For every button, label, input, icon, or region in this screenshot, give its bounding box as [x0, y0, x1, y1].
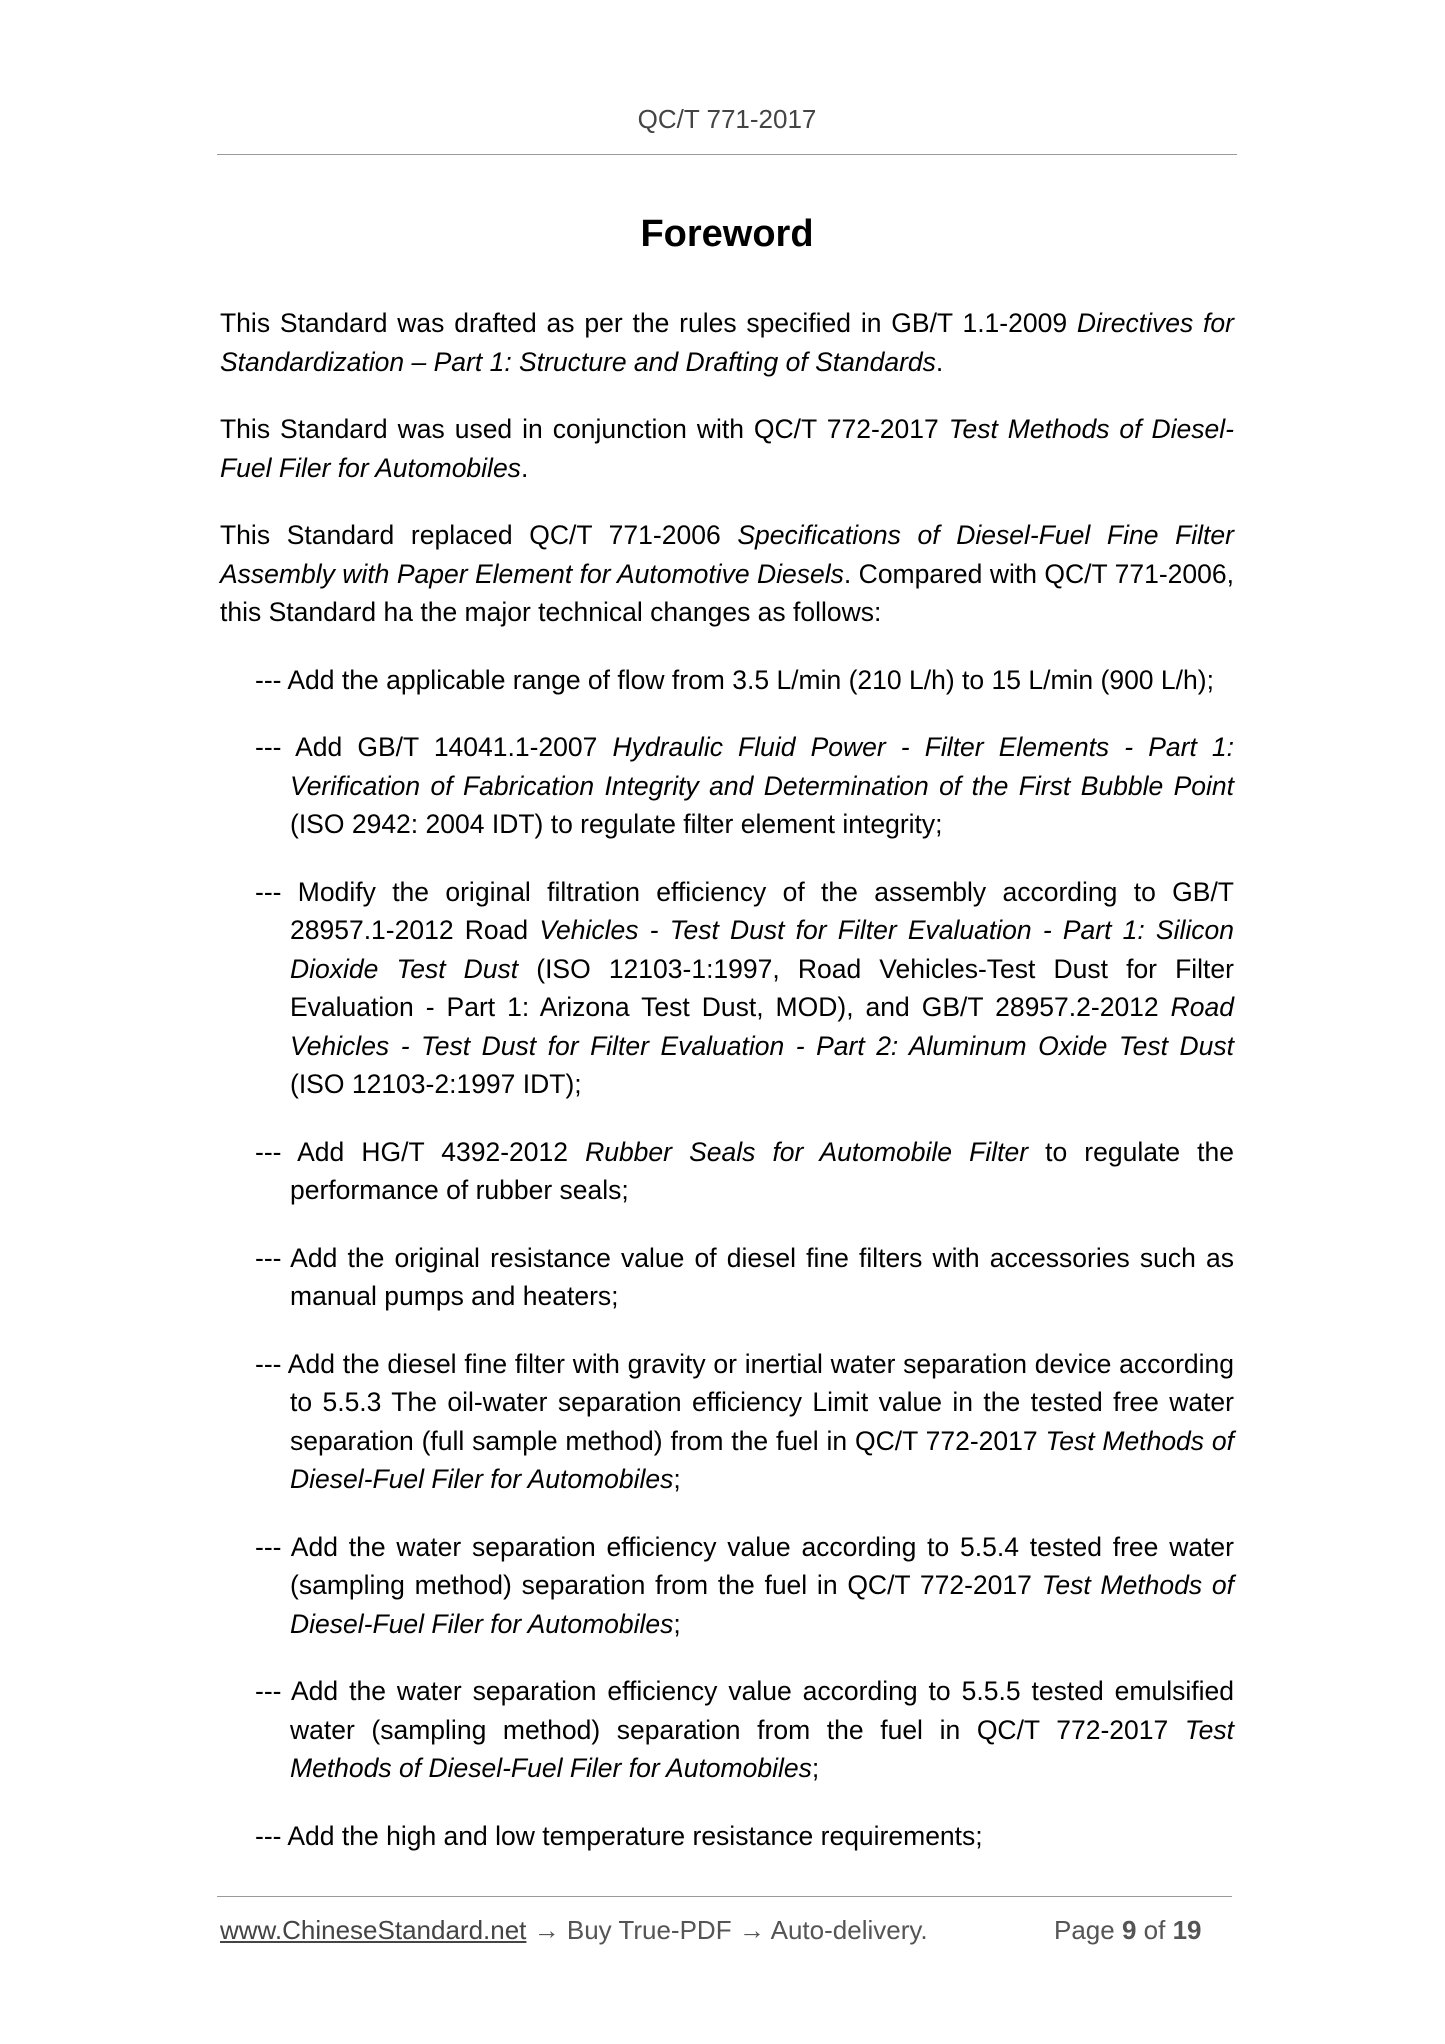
change-item-temperature-resistance: --- Add the high and low temperature resistance requirements; — [255, 1820, 983, 1851]
current-page: 9 — [1121, 1915, 1137, 1945]
change-item-oil-water-separation: --- Add the diesel fine filter with gravity or inertial water separation device according to 5.5.3 The oil-water separation efficiency Limit value in the tested free water separation (full sample method) from the fuel in QC/T 772-2017 Test Methods of Diesel-Fuel Filer for Automobiles; — [255, 1348, 1234, 1494]
buy-true-pdf-text: Buy True-PDF — [566, 1915, 732, 1945]
running-header: QC/T 771-2017 — [637, 104, 817, 134]
auto-delivery-text: Auto-delivery. — [770, 1915, 928, 1945]
arrow-right-icon: → — [533, 1915, 560, 1945]
footer-divider — [217, 1896, 1232, 1897]
page-title: Foreword — [640, 213, 814, 255]
paragraph-replacement: This Standard replaced QC/T 771-2006 Specifications of Diesel-Fuel Fine Filter Assembly with Paper Element for Automotive Diesels. Compared with QC/T 771-2006, this Standard ha the major technical changes as follows: — [220, 520, 1234, 627]
change-item-element-integrity: --- Add GB/T 14041.1-2007 Hydraulic Fluid Power - Filter Elements - Part 1: Verification of Fabrication Integrity and Determination of the First Bubble Point (ISO 2942: 2004 IDT) to regulate filter element integrity; — [255, 732, 1235, 839]
footer-promo — [220, 1915, 928, 1946]
change-item-emulsified-water-separation: --- Add the water separation efficiency value according to 5.5.5 tested emulsified water (sampling method) separation from the fuel in QC/T 772-2017 Test Methods of Diesel-Fuel Filer for Automobiles; — [255, 1676, 1234, 1783]
change-item-rubber-seals: --- Add HG/T 4392-2012 Rubber Seals for Automobile Filter to regulate the performance of rubber seals; — [255, 1136, 1234, 1205]
change-item-free-water-separation: --- Add the water separation efficiency value according to 5.5.4 tested free water (sampling method) separation from the fuel in QC/T 772-2017 Test Methods of Diesel-Fuel Filer for Automobiles; — [255, 1531, 1234, 1639]
total-pages: 19 — [1172, 1915, 1202, 1945]
paragraph-drafting-rules: This Standard was drafted as per the rules specified in GB/T 1.1-2009 Directives for Standardization – Part 1: Structure and Drafting of Standards. — [220, 308, 1234, 377]
header-divider — [217, 154, 1237, 155]
page-number: Page 9 of 19 — [1054, 1915, 1202, 1945]
change-item-flow-range: --- Add the applicable range of flow from 3.5 L/min (210 L/h) to 15 L/min (900 L/h); — [255, 664, 1214, 695]
arrow-right-icon: → — [738, 1915, 765, 1945]
change-item-resistance-value: --- Add the original resistance value of diesel fine filters with accessories such as manual pumps and heaters; — [255, 1242, 1234, 1311]
site-link[interactable]: www.ChineseStandard.net — [220, 1915, 527, 1945]
document-body — [220, 304, 1234, 1855]
change-item-filtration-efficiency: --- Modify the original filtration efficiency of the assembly according to GB/T 28957.1-2012 Road Vehicles - Test Dust for Filter Evaluation - Part 1: Silicon Dioxide Test Dust (ISO 12103-1:1997, Road Vehicles-Test Dust for Filter Evaluation - Part 1: Arizona Test Dust, MOD), and GB/T 28957.2-2012 Road Vehicles - Test Dust for Filter Evaluation - Part 2: Aluminum Oxide Test Dust (ISO 12103-2:1997 IDT); — [255, 876, 1234, 1099]
paragraph-conjunction: This Standard was used in conjunction with QC/T 772-2017 Test Methods of Diesel-Fuel Filer for Automobiles. — [220, 414, 1234, 483]
